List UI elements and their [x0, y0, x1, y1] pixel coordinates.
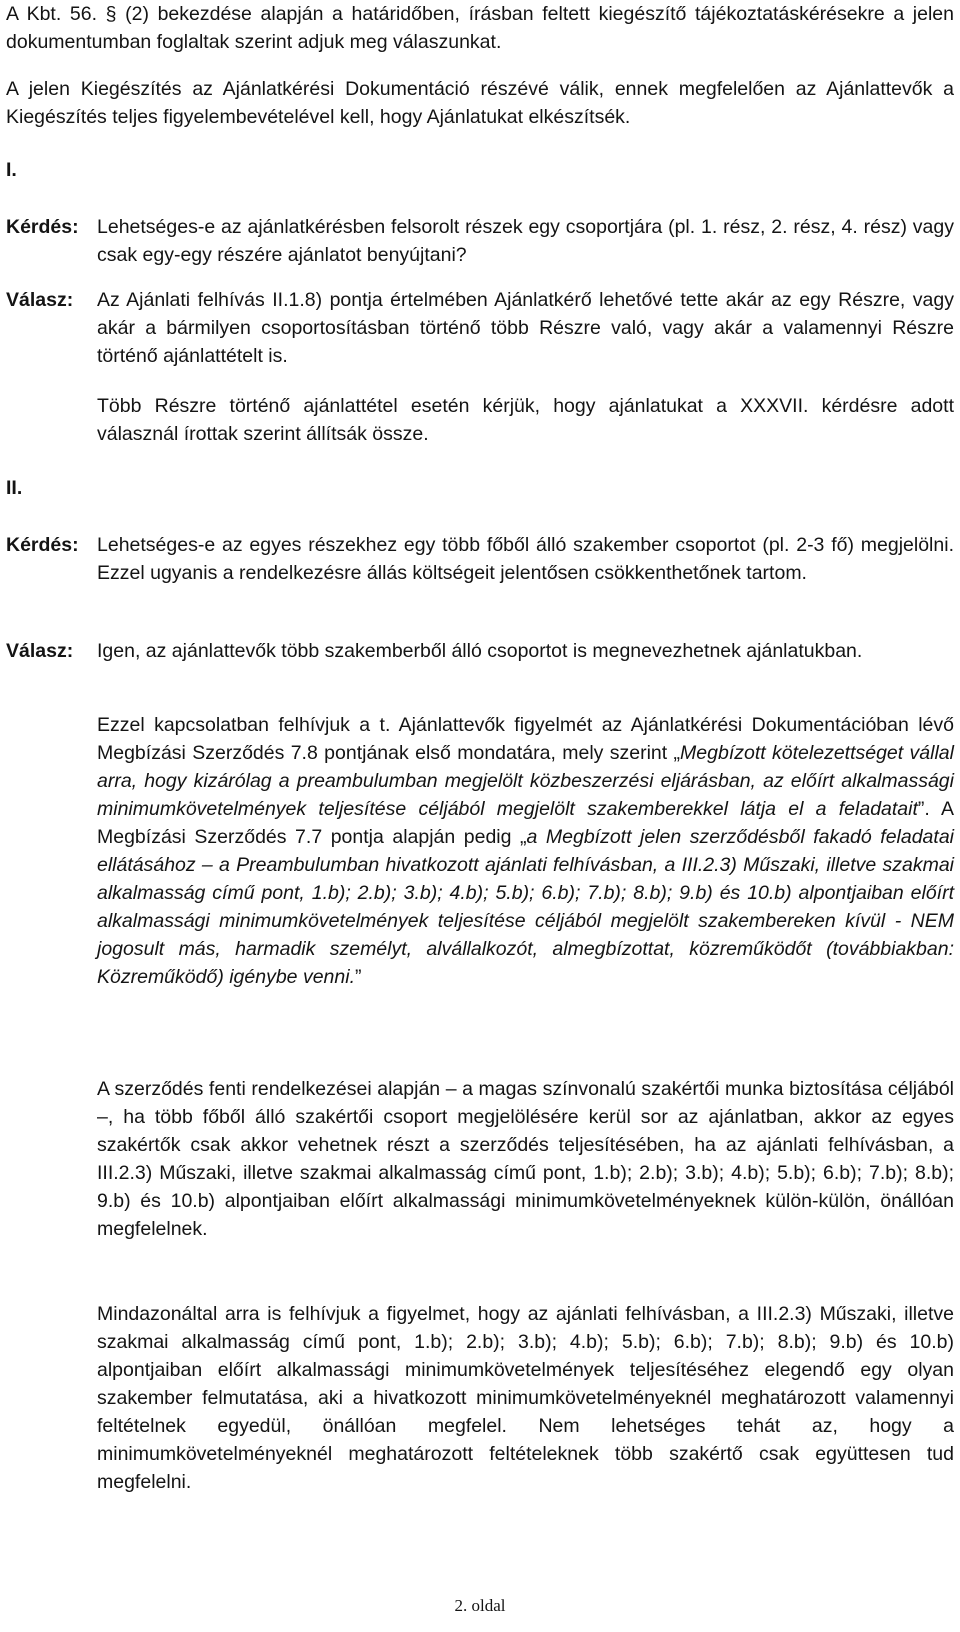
section-2-answer-text-3: A szerződés fenti rendelkezései alapján – a magas színvonalú szakértői munka biztosítása céljából –, ha több főből álló szakértői csoport megjelölésére kerül sor az ajánlatban, akkor az egyes szakértők csak akkor vehetnek részt a szerződés teljesítésében, ha az ajánlati felhívásban, a III.2.3) Műszaki, illetve szakmai alkalmasság című pont, 1.b); 2.b); 3.b); 4.b); 5.b); 6.b); 7.b); 8.b); 9.b) és 10.b) alpontjaiban előírt alkalmassági minimumkövetelményeknek külön-külön, önállóan megfelelnek.	[97, 1078, 954, 1240]
section-2-answer-text-1: Igen, az ajánlattevők több szakemberből álló csoportot is megnevezhetnek ajánlatukban.	[97, 640, 863, 662]
answer-2-text-a: Ezzel kapcsolatban felhívjuk a t. Ajánlattevők figyelmét az Ajánlatkérési Dokumentációban lévő Megbízási Szerződés 7.8 pontjának első mondatára, mely szerint „	[97, 714, 954, 764]
page-number: 2. oldal	[454, 1596, 506, 1615]
answer-label: Válasz:	[6, 289, 74, 311]
section-2-number: II.	[6, 477, 23, 499]
section-2-question	[6, 531, 954, 587]
section-1-number: I.	[6, 159, 17, 181]
document-page	[6, 0, 954, 1632]
question-label: Kérdés:	[6, 534, 79, 556]
section-1-question-text: Lehetséges-e az ajánlatkérésben felsorolt részek egy csoportjára (pl. 1. rész, 2. rész, 4. rész) vagy csak egy-egy részére ajánlatot benyújtani?	[97, 216, 954, 266]
section-1-answer-text-1: Az Ajánlati felhívás II.1.8) pontja értelmében Ajánlatkérő lehetővé tette akár az egy Részre, vagy akár a bármilyen csoportosításban történő több Részre való, vagy akár a valamennyi Részre történő ajánlattételt is.	[97, 289, 954, 367]
intro-paragraph-1: A Kbt. 56. § (2) bekezdése alapján a határidőben, írásban feltett kiegészítő tájékoztatáskérésekre a jelen dokumentumban foglaltak szerint adjuk meg válaszunkat.	[6, 3, 954, 53]
section-1-answer	[6, 286, 954, 370]
intro-paragraph-2: A jelen Kiegészítés az Ajánlatkérési Dokumentáció részévé válik, ennek megfelelően az Ajánlattevők a Kiegészítés teljes figyelembevételével kell, hogy Ajánlatukat elkészítsék.	[6, 78, 954, 128]
answer-2-text-c: ”	[355, 966, 362, 988]
answer-2-text-b: ”. A Megbízási Szerződés 7.7 pontja alapján pedig „	[97, 798, 954, 848]
contract-quote-7-7: a Megbízott jelen szerződésből fakadó feladatai ellátásához – a Preambulumban hivatkozott ajánlati felhívásban, a III.2.3) Műszaki, illetve szakmai alkalmasság című pont, 1.b); 2.b); 3.b); 4.b); 5.b); 6.b); 7.b); 8.b); 9.b) és 10.b) alpontjaiban előírt alkalmassági minimumkövetelmények teljesítése céljából megjelölt szakembereken kívül - NEM jogosult más, harmadik személyt, alvállalkozót, almegbízottat, közreműködőt (továbbiakban: Közreműködő) igénybe venni.	[97, 826, 954, 988]
section-1-question	[6, 213, 954, 269]
section-1-answer-text-2: Több Részre történő ajánlattétel esetén kérjük, hogy ajánlatukat a XXXVII. kérdésre adott válasznál írottak szerint állítsák össze.	[97, 395, 954, 445]
question-label: Kérdés:	[6, 216, 79, 238]
section-2-answer-text-4: Mindazonáltal arra is felhívjuk a figyelmet, hogy az ajánlati felhívásban, a III.2.3) Műszaki, illetve szakmai alkalmasság című pont, 1.b); 2.b); 3.b); 4.b); 5.b); 6.b); 7.b); 8.b); 9.b) és 10.b) alpontjaiban előírt alkalmassági minimumkövetelmények teljesítéséhez elegendő egy olyan szakember felmutatása, aki a hivatkozott minimumkövetelményeknél meghatározott valamennyi feltételnek egyedül, önállóan megfelel. Nem lehetséges tehát az, hogy a minimumkövetelményeknél meghatározott feltételeknek több szakértő csak együttesen tud megfelelni.	[97, 1303, 954, 1493]
section-2-answer-text-2	[97, 711, 954, 991]
contract-quote-7-8: Megbízott kötelezettséget vállal arra, hogy kizárólag a preambulumban megjelölt közbeszerzési eljárásban, az előírt alkalmassági minimumkövetelmények teljesítése céljából megjelölt szakemberekkel látja el a feladatait	[97, 742, 954, 820]
section-2-answer	[6, 637, 954, 665]
answer-label: Válasz:	[6, 640, 74, 662]
section-2-question-text: Lehetséges-e az egyes részekhez egy több főből álló szakember csoportot (pl. 2-3 fő) megjelölni. Ezzel ugyanis a rendelkezésre állás költségeit jelentősen csökkenthetőnek tartom.	[97, 534, 954, 584]
